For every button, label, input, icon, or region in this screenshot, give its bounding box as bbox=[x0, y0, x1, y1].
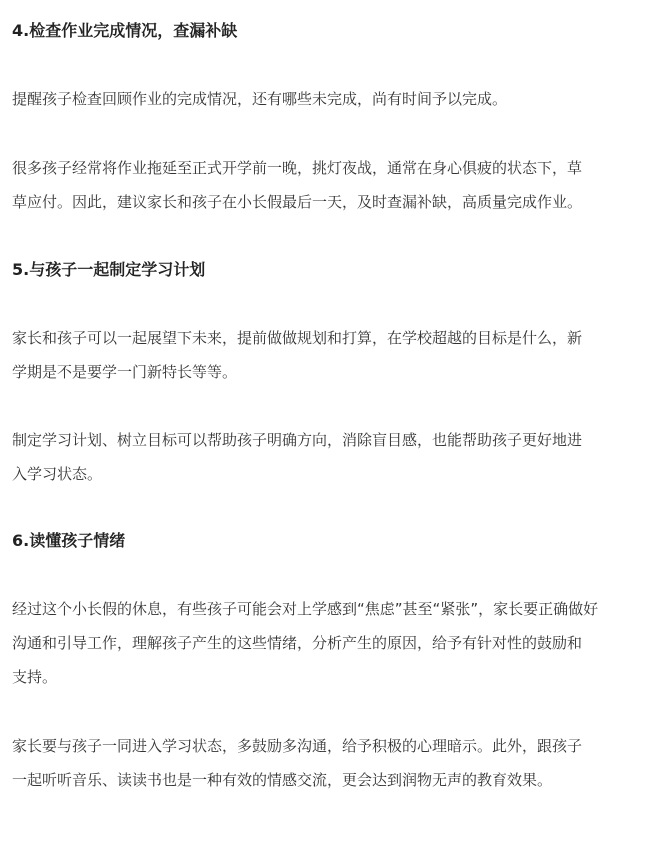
paragraph-line: 一起听听音乐、读读书也是一种有效的情感交流，更会达到润物无声的教育效果。 bbox=[12, 771, 553, 789]
paragraph-line: 家长和孩子可以一起展望下未来，提前做做规划和打算，在学校超越的目标是什么，新 bbox=[12, 329, 583, 347]
paragraph bbox=[12, 82, 655, 116]
paragraph bbox=[12, 729, 655, 797]
paragraph bbox=[12, 151, 655, 219]
paragraph-line: 草应付。因此，建议家长和孩子在小长假最后一天，及时查漏补缺，高质量完成作业。 bbox=[12, 193, 583, 211]
section-heading-5: 5.与孩子一起制定学习计划 bbox=[12, 260, 206, 279]
paragraph bbox=[12, 592, 655, 694]
paragraph-line: 经过这个小长假的休息，有些孩子可能会对上学感到“焦虑”甚至“紧张”，家长要正确做好 bbox=[12, 600, 599, 618]
paragraph-line: 很多孩子经常将作业拖延至正式开学前一晚，挑灯夜战，通常在身心俱疲的状态下，草 bbox=[12, 159, 583, 177]
section-heading-6: 6.读懂孩子情绪 bbox=[12, 531, 126, 550]
paragraph-line: 制定学习计划、树立目标可以帮助孩子明确方向，消除盲目感，也能帮助孩子更好地进 bbox=[12, 431, 583, 449]
paragraph-line: 提醒孩子检查回顾作业的完成情况，还有哪些未完成，尚有时间予以完成。 bbox=[12, 90, 508, 108]
paragraph bbox=[12, 423, 655, 491]
paragraph-line: 沟通和引导工作，理解孩子产生的这些情绪，分析产生的原因，给予有针对性的鼓励和 bbox=[12, 634, 583, 652]
paragraph-line: 学期是不是要学一门新特长等等。 bbox=[12, 363, 238, 381]
section-heading-4: 4.检查作业完成情况，查漏补缺 bbox=[12, 21, 238, 40]
paragraph bbox=[12, 321, 655, 389]
paragraph-line: 家长要与孩子一同进入学习状态，多鼓励多沟通，给予积极的心理暗示。此外，跟孩子 bbox=[12, 737, 583, 755]
paragraph-line: 入学习状态。 bbox=[12, 465, 103, 483]
paragraph-line: 支持。 bbox=[12, 668, 58, 686]
